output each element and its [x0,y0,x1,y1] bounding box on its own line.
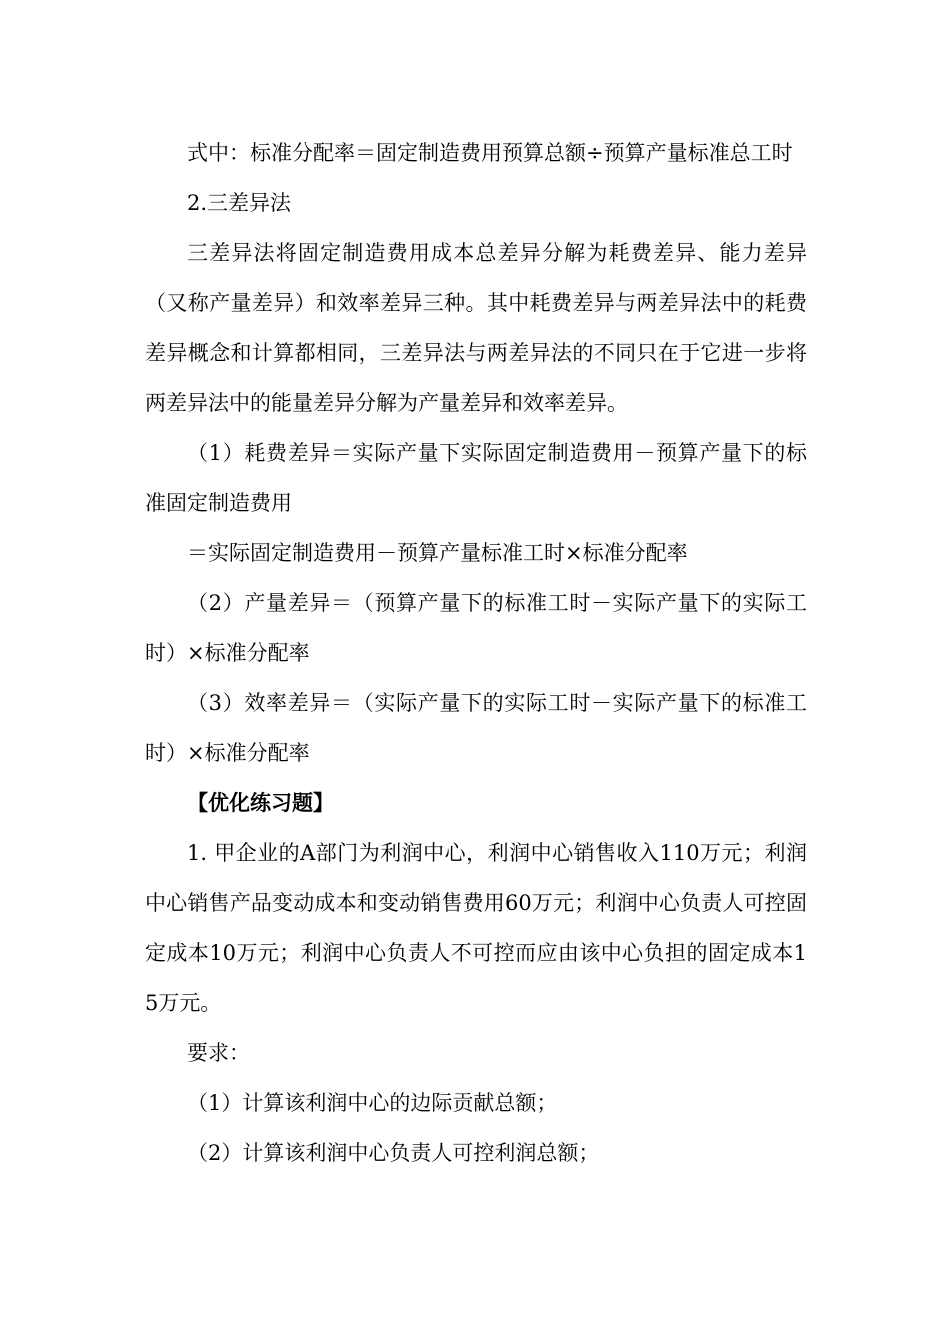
exercise-heading: 【优化练习题】 [187,791,334,815]
formula-note-paragraph: 式中：标准分配率＝固定制造费用预算总额÷预算产量标准总工时 [187,141,793,165]
spending-variance-formula: （1）耗费差异＝实际产量下实际固定制造费用－预算产量下的标准固定制造费用 [145,441,807,515]
requirement-2: （2）计算该利润中心负责人可控利润总额； [187,1141,600,1165]
exercise-1-paragraph: 1. 甲企业的A部门为利润中心，利润中心销售收入110万元；利润中心销售产品变动成本和变动销售费用60万元；利润中心负责人可控固定成本10万元；利润中心负责人不可控而应由该中心负担的固定成本15万元。 [145,841,807,1015]
efficiency-variance-formula: （3）效率差异＝（实际产量下的实际工时－实际产量下的标准工时）×标准分配率 [145,691,807,765]
spending-variance-formula-continued: ＝实际固定制造费用－预算产量标准工时×标准分配率 [187,541,688,565]
document-page [145,128,807,1178]
section-title-three-variance-method: 2.三差异法 [187,191,292,215]
requirement-1: （1）计算该利润中心的边际贡献总额； [187,1091,558,1115]
requirements-label: 要求： [187,1041,250,1065]
three-variance-description-paragraph: 三差异法将固定制造费用成本总差异分解为耗费差异、能力差异（又称产量差异）和效率差异三种。其中耗费差异与两差异法中的耗费差异概念和计算都相同，三差异法与两差异法的不同只在于它进一步将两差异法中的能量差异分解为产量差异和效率差异。 [145,241,807,415]
volume-variance-formula: （2）产量差异＝（预算产量下的标准工时－实际产量下的实际工时）×标准分配率 [145,591,807,665]
